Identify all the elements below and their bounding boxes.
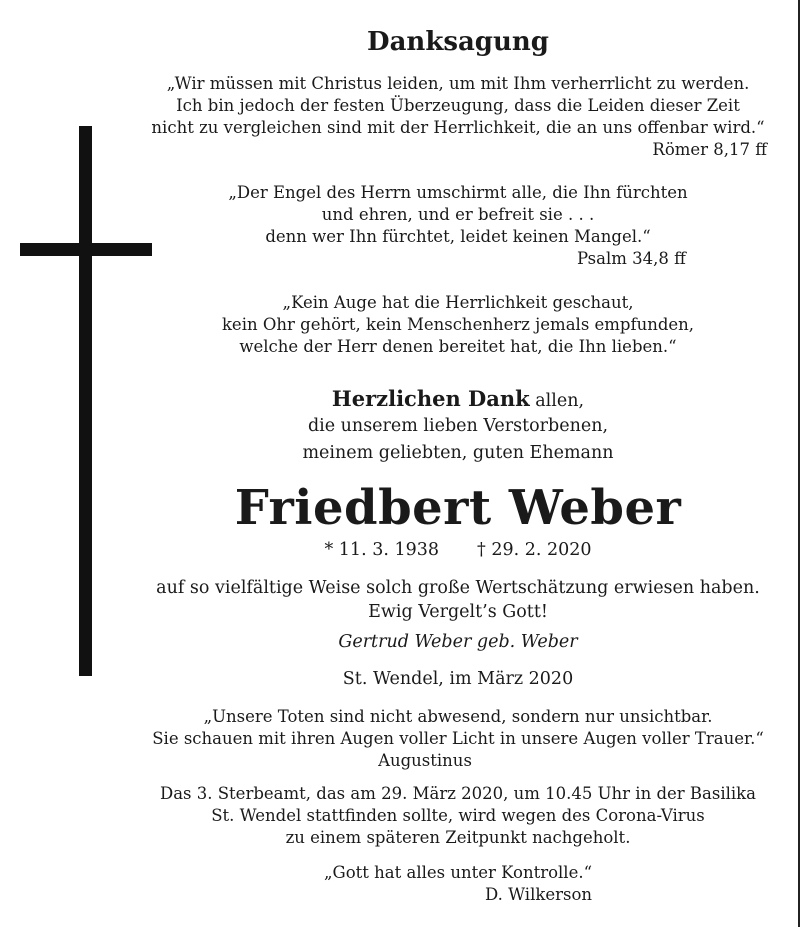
birth-date: * 11. 3. 1938 [324,540,439,560]
quote-line: „Gott hat alles unter Kontrolle.“ [323,863,593,882]
thanks-line-3: meinem geliebten, guten Ehemann [302,443,614,463]
quote-romans [58,73,800,139]
death-date: † 29. 2. 2020 [477,540,592,560]
quote-reference: Römer 8,17 ff [652,140,767,159]
thanks-rest: allen, [529,391,585,411]
quote-psalm [58,182,800,248]
quote-corinthians [58,292,800,358]
notice-line: zu einem späteren Zeitpunkt nachgeholt. [285,828,631,847]
quote-line: und ehren, und er befreit sie . . . [321,205,595,224]
quote-line: kein Ohr gehört, kein Menschenherz jemals empfunden, [221,315,695,334]
quote-reference: D. Wilkerson [485,885,593,904]
message-line-1: auf so vielfältige Weise solch große Wertschätzung erwiesen haben. [156,578,760,598]
message-line-2: Ewig Vergelt’s Gott! [368,602,548,622]
quote-line: Ich bin jedoch der festen Überzeugung, dass die Leiden dieser Zeit [176,96,740,115]
quote-reference: Augustinus [378,751,472,770]
thanks-line [58,386,800,414]
quote-line: Sie schauen mit ihren Augen voller Licht in unsere Augen voller Trauer.“ [152,729,764,748]
thanks-bold: Herzlichen Dank [331,386,530,411]
quote-augustinus [58,706,800,750]
quote-line: welche der Herr denen bereitet hat, die Ihn lieben.“ [239,337,677,356]
life-dates [58,538,800,562]
thanks-line-2: die unserem lieben Verstorbenen, [307,416,609,436]
notice-line: Das 3. Sterbeamt, das am 29. März 2020, um 10.45 Uhr in der Basilika [159,784,756,803]
quote-line: „Wir müssen mit Christus leiden, um mit Ihm verherrlicht zu werden. [166,74,750,93]
place-date: St. Wendel, im März 2020 [342,669,574,689]
quote-line: „Der Engel des Herrn umschirmt alle, die Ihn fürchten [228,183,688,202]
heading-title: Danksagung [367,27,549,57]
service-notice [58,783,800,849]
deceased-name: Friedbert Weber [234,480,682,536]
quote-line: denn wer Ihn fürchtet, leidet keinen Mangel.“ [265,227,651,246]
quote-line: nicht zu vergleichen sind mit der Herrlichkeit, die an uns offenbar wird.“ [151,118,765,137]
quote-reference: Psalm 34,8 ff [577,249,686,268]
quote-wilkerson [58,862,800,884]
signer-name: Gertrud Weber geb. Weber [338,632,578,652]
quote-line: „Unsere Toten sind nicht abwesend, sondern nur unsichtbar. [203,707,713,726]
notice-line: St. Wendel stattfinden sollte, wird wegen des Corona-Virus [211,806,705,825]
quote-line: „Kein Auge hat die Herrlichkeit geschaut, [282,293,634,312]
